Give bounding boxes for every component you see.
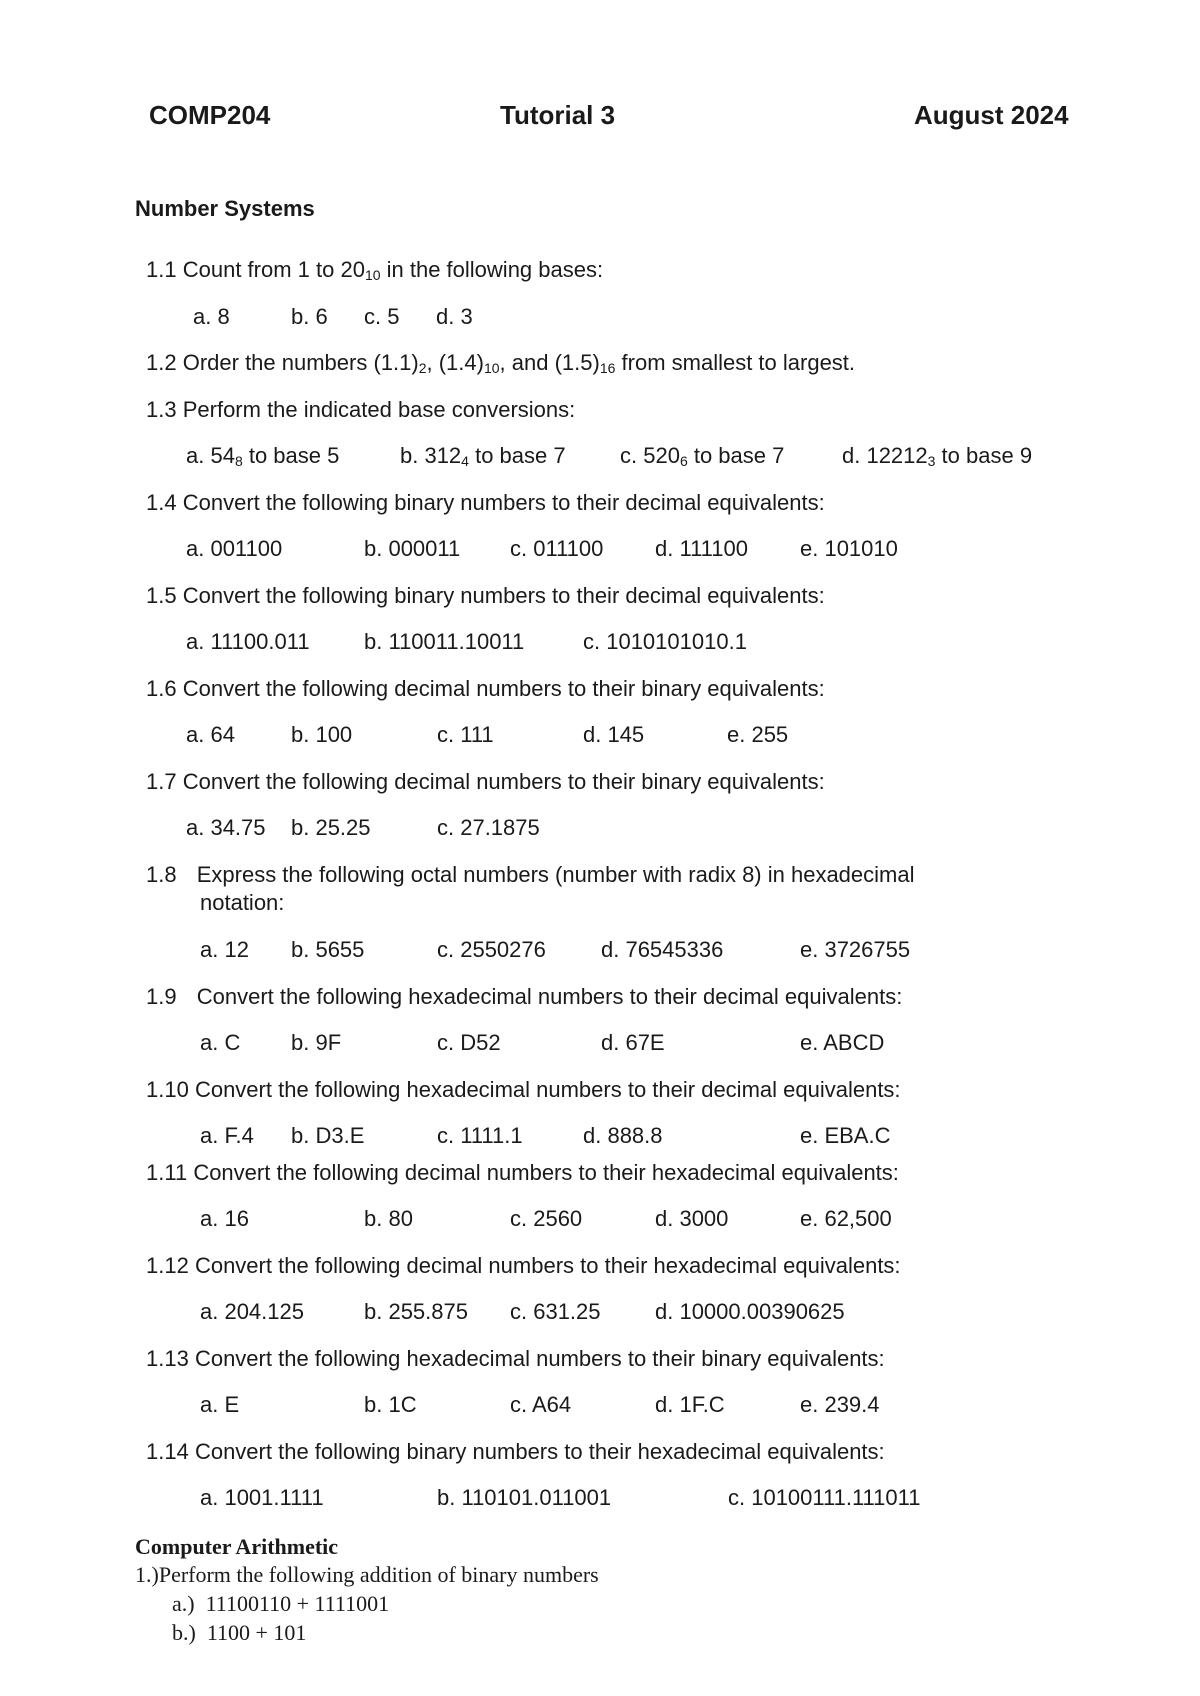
- option: c. D52: [437, 1030, 501, 1055]
- question-1-2: [146, 348, 855, 378]
- question-number: 1.5: [146, 583, 177, 608]
- option: b. $312_4$ to base 7: [400, 443, 566, 469]
- option: e. 255: [727, 722, 789, 747]
- question-text: Convert the following decimal numbers to their hexadecimal equivalents:: [193, 1160, 899, 1185]
- question-text: Perform the following addition of binary numbers: [158, 1562, 599, 1587]
- option: a. C: [200, 1030, 241, 1055]
- question-1-1: [146, 255, 603, 285]
- question-number: 1.7: [146, 769, 177, 794]
- option: b. 100: [291, 722, 353, 747]
- question-1-7: [146, 767, 825, 797]
- question-text-continued: notation:: [200, 890, 285, 915]
- option: b. 000011: [364, 536, 461, 561]
- question-number: 1.11: [146, 1160, 188, 1185]
- question-1-13: [146, 1344, 885, 1374]
- question-text: Convert the following hexadecimal numbers to their decimal equivalents:: [196, 984, 903, 1009]
- question-1-6: [146, 674, 825, 704]
- question-number: 1.10: [146, 1077, 189, 1102]
- question-text: Order the numbers $(1.1)_2$, $(1.4)_{10}$, and $(1.5)_{16}$ from smallest to largest.: [182, 350, 856, 376]
- option: a. 11100.011: [186, 629, 310, 654]
- question-text: Convert the following decimal numbers to their hexadecimal equivalents:: [194, 1253, 901, 1278]
- option: b. D3.E: [291, 1123, 365, 1148]
- question-1-12: [146, 1251, 901, 1281]
- question-1-11: [146, 1158, 899, 1188]
- option: c. 1010101010.1: [583, 629, 747, 654]
- question-text: Convert the following hexadecimal numbers to their binary equivalents:: [194, 1346, 885, 1371]
- arithmetic-item: a.) 11100110 + 1111001: [172, 1591, 390, 1616]
- option: c. 2560: [510, 1206, 583, 1231]
- option: a. 12: [200, 937, 249, 962]
- question-1-3: [146, 395, 575, 425]
- question-text: Count from 1 to $20_{10}$ in the following bases:: [182, 257, 604, 283]
- course-code: COMP204: [149, 100, 271, 130]
- option: c. 5: [364, 304, 400, 329]
- option: a. 1001.1111: [200, 1485, 324, 1510]
- option: d. $12212_3$ to base 9: [842, 443, 1033, 469]
- option: c. 111: [437, 722, 494, 747]
- option: c. 011100: [510, 536, 604, 561]
- question-number: 1.4: [146, 490, 177, 515]
- question-text: Convert the following binary numbers to their hexadecimal equivalents:: [194, 1439, 885, 1464]
- option: e. ABCD: [800, 1030, 885, 1055]
- option: a. $54_8$ to base 5: [186, 443, 340, 469]
- question-number: 1.1: [146, 257, 177, 282]
- option: c. 27.1875: [437, 815, 540, 840]
- option: d. 145: [583, 722, 645, 747]
- option: a. 34.75: [186, 815, 266, 840]
- option: e. 3726755: [800, 937, 911, 962]
- option: d. 76545336: [601, 937, 724, 962]
- option: d. 888.8: [583, 1123, 663, 1148]
- option: a. 001100: [186, 536, 283, 561]
- option: e. 62,500: [800, 1206, 892, 1231]
- option: b. 255.875: [364, 1299, 468, 1324]
- option: e. 239.4: [800, 1392, 880, 1417]
- question-1-4: [146, 488, 825, 518]
- option: d. 111100: [655, 536, 748, 561]
- option: b. 80: [364, 1206, 413, 1231]
- question-text: Convert the following binary numbers to their decimal equivalents:: [182, 583, 825, 608]
- option: c. 1111.1: [437, 1123, 523, 1148]
- question-number: 1.9: [146, 984, 177, 1009]
- option: b. 9F: [291, 1030, 342, 1055]
- question-number: 1.14: [146, 1439, 189, 1464]
- date: August 2024: [914, 100, 1069, 130]
- option: e. 101010: [800, 536, 898, 561]
- section-title-number-systems: Number Systems: [135, 196, 315, 221]
- option: d. 3000: [655, 1206, 729, 1231]
- question-text: Convert the following decimal numbers to their binary equivalents:: [182, 676, 825, 701]
- option: d. 1F.C: [655, 1392, 725, 1417]
- question-number: 1.8: [146, 862, 177, 887]
- option: c. 10100111.111011: [728, 1485, 921, 1510]
- option: b. 110011.10011: [364, 629, 525, 654]
- option: b. 6: [291, 304, 328, 329]
- question-number: 1.3: [146, 397, 177, 422]
- question-1-8: [146, 860, 915, 890]
- option: d. 10000.00390625: [655, 1299, 845, 1324]
- question-number: 1.): [135, 1562, 159, 1587]
- question-number: 1.13: [146, 1346, 189, 1371]
- question-number: 1.2: [146, 350, 177, 375]
- question-1-10: [146, 1075, 901, 1105]
- option: d. 3: [436, 304, 473, 329]
- option: a. 204.125: [200, 1299, 304, 1324]
- option: a. E: [200, 1392, 240, 1417]
- option: c. $520_6$ to base 7: [620, 443, 785, 469]
- question-text: Express the following octal numbers (number with radix 8) in hexadecimal: [196, 862, 915, 887]
- question-text: Convert the following binary numbers to their decimal equivalents:: [182, 490, 825, 515]
- question-text: Convert the following decimal numbers to their binary equivalents:: [182, 769, 825, 794]
- option: c. 2550276: [437, 937, 546, 962]
- option: b. 5655: [291, 937, 365, 962]
- question-number: 1.12: [146, 1253, 189, 1278]
- tutorial-title: Tutorial 3: [500, 100, 616, 130]
- question-1-5: [146, 581, 825, 611]
- option: b. 25.25: [291, 815, 371, 840]
- question-number: 1.6: [146, 676, 177, 701]
- question-1-14: [146, 1437, 885, 1467]
- question-2-1: [135, 1562, 599, 1588]
- option: b. 1C: [364, 1392, 417, 1417]
- arithmetic-item: b.) 1100 + 101: [172, 1620, 307, 1645]
- option: c. A64: [510, 1392, 572, 1417]
- question-text: Perform the indicated base conversions:: [182, 397, 576, 422]
- section-title-computer-arithmetic: Computer Arithmetic: [135, 1534, 339, 1559]
- option: a. 8: [193, 304, 230, 329]
- option: c. 631.25: [510, 1299, 601, 1324]
- option: d. 67E: [601, 1030, 665, 1055]
- option: e. EBA.C: [800, 1123, 891, 1148]
- option: b. 110101.011001: [437, 1485, 612, 1510]
- question-1-9: [146, 982, 902, 1012]
- option: a. 64: [186, 722, 235, 747]
- option: a. F.4: [200, 1123, 254, 1148]
- option: a. 16: [200, 1206, 249, 1231]
- question-text: Convert the following hexadecimal numbers to their decimal equivalents:: [194, 1077, 901, 1102]
